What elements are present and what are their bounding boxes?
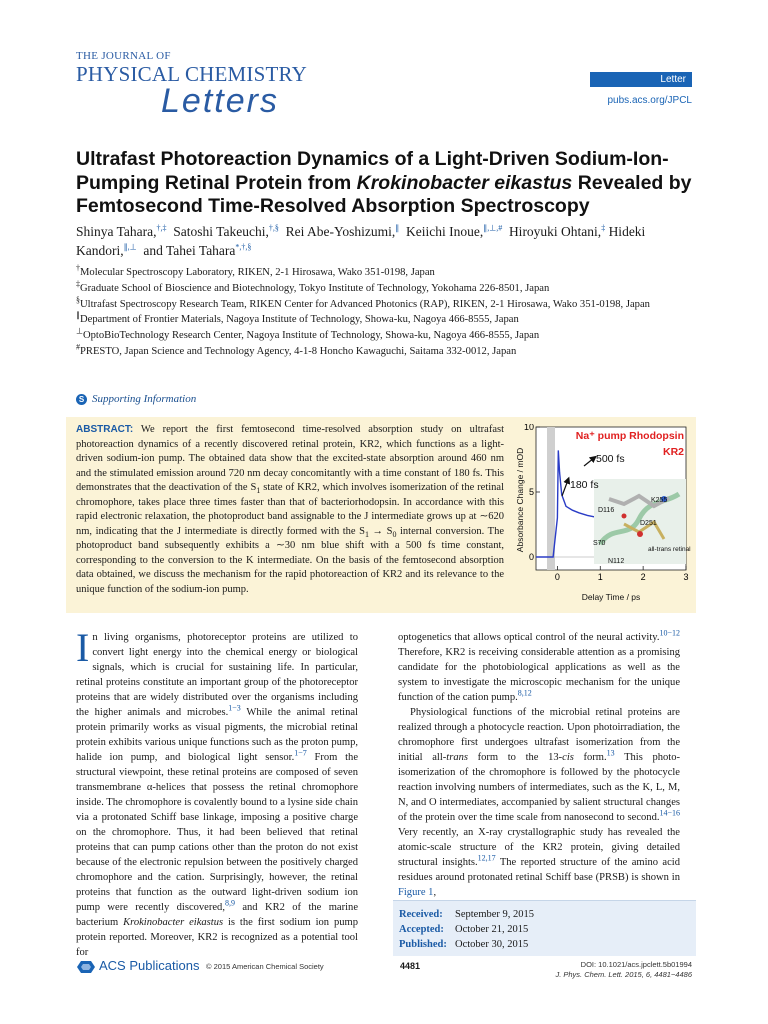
- x-axis-label: Delay Time / ps: [581, 592, 641, 602]
- author[interactable]: Keiichi Inoue,∥,⊥,#: [405, 223, 503, 239]
- x-tick-label: 3: [683, 572, 689, 582]
- label-500fs: 500 fs: [596, 453, 625, 465]
- oxygen-atom: [637, 531, 643, 537]
- toc-chart: [514, 424, 692, 604]
- toc-protein-label: KR2: [662, 446, 684, 458]
- article-type-badge: Letter: [590, 72, 692, 87]
- x-tick-label: 0: [554, 572, 560, 582]
- toc-graphic: [514, 424, 692, 604]
- accepted-date: Accepted: October 21, 2015: [399, 924, 529, 935]
- paragraph: In living organisms, photoreceptor proteins are utilized to convert light energy into the chemical energy or biological signals, which is crucial for sustaining life. In particular, retinal proteins constitute an important group of the photoreceptor proteins that are widely distributed over the organisms including the higher animals and microbes.$^{1-3}$ While the animal retinal protein primarily works as visual pigments, the microbial retinal protein exhibits various unique functions such as the proton pump, halide ion pump, and biological light sensor.$^{1-7}$ From the structural viewpoint, these retinal proteins are composed of seven transmembrane α-helices that possess the retinal chromophore inside. The chromophore is covalently bound to a lysine side chain via a protonated Schiff base linkage, imposing a positive charge on the chromophore. Thus, it had been believed that retinal proteins that can pump cations other than the proton do not exist because of the electronic repulsion between the positively charged chromophore and the cation. Surprisingly, however, the retinal proteins that function as the outward light-driven sodium ion pump were recently discovered,$^{8,9}$ and KR2 of the marine bacterium Krokinobacter eikastus is the first sodium ion pump protein reported. Moreover, KR2 is recognized as a potential tool for: [76, 625, 358, 958]
- toc-banner: Na⁺ pump Rhodopsin: [575, 430, 684, 442]
- abstract-text: ABSTRACT: We report the first femtosecond time-resolved absorption study on ultrafast photoreaction dynamics of a recently discovered retinal protein, KR2, which functions as a light-driven sodium-ion pump. The obtained data show that the excited-state absorption around 460 nm and the stimulated emission around 720 nm decay concomitantly with a time constant of 180 fs. This demonstrates that the deactivation of the $S_1$ state of KR2, which involves isomerization of the retinal chromophore, takes place three times faster than that of bacteriorhodopsin. In accordance with this rapid electronic relaxation, the photoproduct band assignable to the J intermediate grows up at ∼620 nm, indicating that the J intermediate is directly formed with the $S_1 \to S_0$ internal conversion. The photoproduct band subsequently exhibits a ∼30 nm blue shift with a 500 fs time constant, corresponding to the conversion to the K intermediate. On the basis of the femtosecond absorption data obtained, we discuss the mechanism for the rapid photoreaction of KR2 and its relevance to the unique function of the sodium-ion pump.: [76, 424, 504, 595]
- published-date: Published: October 30, 2015: [399, 939, 529, 950]
- paragraph: optogenetics that allows optical control of the neural activity.$^{10-12}$ Therefore, KR2 is receiving considerable attention as a promising candidate for the photobiological applications as well as the system to investigate the microscopic mechanism for the unique function of the cation pump.$^{8,12}$: [398, 628, 680, 703]
- journal-url-link[interactable]: pubs.acs.org/JPCL: [607, 95, 692, 106]
- author-list: [76, 222, 696, 260]
- affiliation: §Ultrafast Spectroscopy Research Team, RIKEN Center for Advanced Photonics (RAP), RIKEN, 2-1 Hirosawa, Wako 351-0198, Japan: [76, 295, 650, 310]
- citation-link[interactable]: 8,9: [224, 898, 235, 908]
- y-tick-label: 0: [528, 552, 534, 562]
- residue-label: S70: [593, 540, 606, 547]
- author[interactable]: Hideki Kandori,∥,⊥: [76, 224, 646, 258]
- citation-link[interactable]: 1−3: [228, 703, 241, 713]
- figure-link[interactable]: Figure 1: [398, 887, 434, 898]
- author[interactable]: Rei Abe-Yoshizumi,∥: [285, 223, 400, 239]
- acs-hexagon-icon: [76, 960, 96, 974]
- citation-link[interactable]: 8,12: [517, 688, 532, 698]
- supporting-info-label: Supporting Information: [92, 393, 197, 405]
- supporting-information-link[interactable]: [76, 393, 196, 405]
- title-part-2: Revealed by Femtosecond Time-Resolved Absorption Spectroscopy: [76, 171, 692, 217]
- publication-dates: [393, 900, 696, 956]
- author[interactable]: Shinya Tahara,†,‡: [76, 223, 167, 239]
- paragraph: Physiological functions of the microbial retinal proteins are realized through a photocycle reaction. Upon photoirradiation, the chromophore first undergoes ultrafast isomerization from the initial all-trans form to the 13-cis form.$^{13}$ This photo-isomerization of the chromophore is followed by the photocycle reaction involving numbers of intermediates, such as the K, L, M, N, and O intermediates, accompanied by salient structural changes of the protein over the time scale from nanosecond to second.$^{14-16}$ Very recently, an X-ray crystallographic study has revealed the atomic-scale structure of the KR2 protein, giving detailed structural insights.$^{12,17}$ The reported structure of the amino acid residues around protonated retinal Schiff base (PRSB) is shown in Figure 1,: [398, 707, 681, 898]
- title-part-1: Ultrafast Photoreaction Dynamics of a Light-Driven Sodium-Ion-Pumping Retinal Protein from: [76, 148, 669, 194]
- affiliation: ⊥OptoBioTechnology Research Center, Nagoya Institute of Technology, Showa-ku, Nagoya 466-8555, Japan: [76, 326, 540, 342]
- affiliation: †Molecular Spectroscopy Laboratory, RIKEN, 2-1 Hirosawa, Wako 351-0198, Japan: [76, 263, 435, 278]
- acs-label: ACS Publications: [99, 958, 200, 973]
- author[interactable]: Satoshi Takeuchi,†,§: [173, 223, 279, 239]
- x-tick-label: 1: [597, 572, 603, 582]
- residue-label: D251: [640, 520, 657, 527]
- journal-citation: J. Phys. Chem. Lett. 2015, 6, 4481−4486: [555, 970, 692, 979]
- y-tick-label: 5: [528, 487, 534, 497]
- citation-link[interactable]: 12,17: [477, 853, 496, 863]
- received-date: Received: September 9, 2015: [399, 909, 535, 920]
- drop-cap: I: [76, 625, 90, 670]
- citation-link[interactable]: 13: [606, 748, 615, 758]
- title-species: Krokinobacter eikastus: [356, 171, 573, 194]
- citation-link[interactable]: 10−12: [659, 628, 680, 638]
- label-180fs: 180 fs: [570, 479, 599, 491]
- copyright: © 2015 American Chemical Society: [206, 962, 324, 971]
- logo-letters: Letters: [161, 82, 279, 120]
- affiliation: ∥Department of Frontier Materials, Nagoya Institute of Technology, Showa-ku, Nagoya 466-8555, Japan: [76, 310, 519, 326]
- citation-link[interactable]: 14−16: [659, 808, 680, 818]
- citation-link[interactable]: 1−7: [294, 748, 307, 758]
- page-number: 4481: [400, 961, 421, 971]
- affiliation-list: [76, 265, 696, 360]
- abstract-label: ABSTRACT:: [76, 424, 134, 435]
- residue-label: D116: [598, 507, 615, 514]
- x-tick-label: 2: [640, 572, 646, 582]
- oxygen-atom: [622, 514, 627, 519]
- doi-citation: [555, 960, 692, 980]
- residue-label: N112: [608, 558, 625, 565]
- affiliation: ‡Graduate School of Bioscience and Biotechnology, Tokyo Institute of Technology, Yokohama 226-8501, Japan: [76, 279, 550, 294]
- body-column-1: [76, 625, 358, 960]
- logo-physical-chemistry: PHYSICAL CHEMISTRY: [76, 62, 307, 86]
- supporting-info-icon: S: [76, 394, 87, 405]
- y-axis-label: Absorbance Change / mOD: [515, 447, 525, 553]
- author[interactable]: and Tahei Tahara*,†,§: [143, 242, 252, 258]
- article-title: [76, 148, 696, 219]
- logo-the-journal-of: THE JOURNAL OF: [76, 50, 171, 62]
- acs-publications-logo[interactable]: [76, 958, 199, 974]
- y-tick-label: 10: [523, 424, 534, 432]
- doi-link[interactable]: DOI: 10.1021/acs.jpclett.5b01994: [580, 960, 692, 969]
- journal-logo: [76, 50, 336, 118]
- residue-label: K255: [651, 497, 668, 504]
- body-column-2: [398, 630, 680, 900]
- affiliation: #PRESTO, Japan Science and Technology Agency, 4-1-8 Honcho Kawaguchi, Saitama 332-0012, Japan: [76, 342, 517, 357]
- author[interactable]: Hiroyuki Ohtani,‡: [508, 223, 606, 239]
- retinal-label: all-trans retinal: [648, 546, 691, 553]
